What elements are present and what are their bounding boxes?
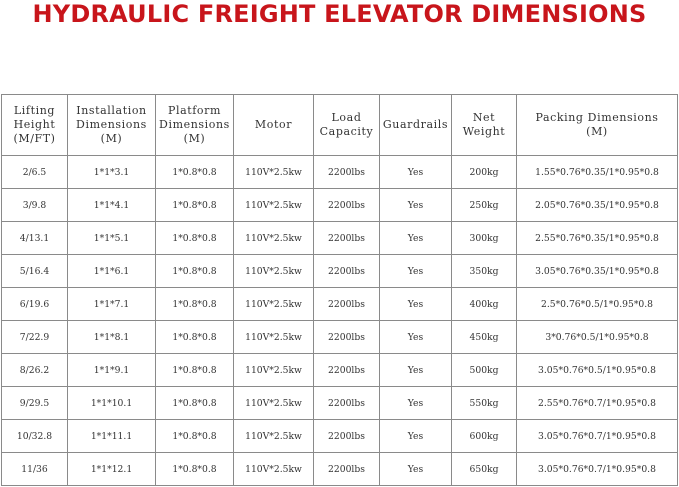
lifting-height-cell: 4/13.1 — [2, 222, 68, 255]
header-text-line: Net — [472, 111, 496, 124]
motor-cell: 110V*2.5kw — [234, 189, 314, 222]
page-title: HYDRAULIC FREIGHT ELEVATOR DIMENSIONS — [32, 0, 647, 28]
packing-dimensions-cell: 3.05*0.76*0.35/1*0.95*0.8 — [517, 255, 678, 288]
platform-dimensions-cell: 1*0.8*0.8 — [156, 321, 234, 354]
header-text-line: Load — [331, 111, 362, 124]
lifting-height-cell: 2/6.5 — [2, 156, 68, 189]
table-row — [2, 387, 678, 420]
installation-dimensions-cell: 1*1*10.1 — [68, 387, 156, 420]
platform-dimensions-cell: 1*0.8*0.8 — [156, 156, 234, 189]
platform-dimensions-cell: 1*0.8*0.8 — [156, 453, 234, 486]
guardrails-cell: Yes — [380, 321, 452, 354]
guardrails-cell: Yes — [380, 156, 452, 189]
lifting-height-cell: 6/19.6 — [2, 288, 68, 321]
installation-dimensions-cell: 1*1*3.1 — [68, 156, 156, 189]
net-weight-cell: 450kg — [452, 321, 517, 354]
packing-dimensions-cell: 3.05*0.76*0.5/1*0.95*0.8 — [517, 354, 678, 387]
installation-dimensions-cell: 1*1*4.1 — [68, 189, 156, 222]
table-row — [2, 453, 678, 486]
header-text-line: (M) — [586, 125, 608, 138]
net-weight-cell: 500kg — [452, 354, 517, 387]
load-capacity-header — [314, 95, 380, 156]
guardrails-cell: Yes — [380, 255, 452, 288]
packing-dimensions-cell: 2.55*0.76*0.7/1*0.95*0.8 — [517, 387, 678, 420]
lifting-height-cell: 11/36 — [2, 453, 68, 486]
header-text-line: Installation — [76, 104, 147, 117]
packing-dimensions-cell: 2.05*0.76*0.35/1*0.95*0.8 — [517, 189, 678, 222]
guardrails-cell: Yes — [380, 354, 452, 387]
header-text-line: Guardrails — [382, 118, 449, 131]
header-text-line: Lifting — [13, 104, 56, 117]
installation-dimensions-cell: 1*1*6.1 — [68, 255, 156, 288]
packing-dimensions-cell: 3.05*0.76*0.7/1*0.95*0.8 — [517, 420, 678, 453]
packing-dimensions-cell: 1.55*0.76*0.35/1*0.95*0.8 — [517, 156, 678, 189]
net-weight-header — [452, 95, 517, 156]
load-capacity-cell: 2200lbs — [314, 420, 380, 453]
installation-dimensions-cell: 1*1*7.1 — [68, 288, 156, 321]
lifting-height-cell: 5/16.4 — [2, 255, 68, 288]
installation-dimensions-cell: 1*1*5.1 — [68, 222, 156, 255]
installation-dimensions-cell: 1*1*8.1 — [68, 321, 156, 354]
platform-dimensions-cell: 1*0.8*0.8 — [156, 420, 234, 453]
header-text-line: Motor — [254, 118, 293, 131]
table-body — [2, 156, 678, 486]
motor-header — [234, 95, 314, 156]
net-weight-cell: 350kg — [452, 255, 517, 288]
header-text-line: Dimensions — [159, 118, 230, 131]
motor-cell: 110V*2.5kw — [234, 156, 314, 189]
load-capacity-cell: 2200lbs — [314, 156, 380, 189]
header-text-line: Capacity — [319, 125, 374, 138]
guardrails-header — [380, 95, 452, 156]
motor-cell: 110V*2.5kw — [234, 354, 314, 387]
load-capacity-cell: 2200lbs — [314, 387, 380, 420]
packing-dimensions-cell: 2.55*0.76*0.35/1*0.95*0.8 — [517, 222, 678, 255]
net-weight-cell: 200kg — [452, 156, 517, 189]
lifting-height-cell: 8/26.2 — [2, 354, 68, 387]
platform-dimensions-cell: 1*0.8*0.8 — [156, 288, 234, 321]
lifting-height-header — [2, 95, 68, 156]
net-weight-cell: 600kg — [452, 420, 517, 453]
load-capacity-cell: 2200lbs — [314, 321, 380, 354]
table-row — [2, 354, 678, 387]
header-text-line: Packing Dimensions — [535, 111, 659, 124]
platform-dimensions-cell: 1*0.8*0.8 — [156, 189, 234, 222]
load-capacity-cell: 2200lbs — [314, 189, 380, 222]
guardrails-cell: Yes — [380, 453, 452, 486]
net-weight-cell: 300kg — [452, 222, 517, 255]
header-text-line: Platform — [167, 104, 222, 117]
motor-cell: 110V*2.5kw — [234, 222, 314, 255]
net-weight-cell: 250kg — [452, 189, 517, 222]
packing-dimensions-cell: 3*0.76*0.5/1*0.95*0.8 — [517, 321, 678, 354]
table-row — [2, 156, 678, 189]
lifting-height-cell: 10/32.8 — [2, 420, 68, 453]
table-row — [2, 222, 678, 255]
table-row — [2, 321, 678, 354]
platform-dimensions-cell: 1*0.8*0.8 — [156, 222, 234, 255]
guardrails-cell: Yes — [380, 189, 452, 222]
table-header-row — [2, 95, 678, 156]
motor-cell: 110V*2.5kw — [234, 255, 314, 288]
platform-dimensions-header — [156, 95, 234, 156]
packing-dimensions-cell: 3.05*0.76*0.7/1*0.95*0.8 — [517, 453, 678, 486]
guardrails-cell: Yes — [380, 387, 452, 420]
net-weight-cell: 550kg — [452, 387, 517, 420]
platform-dimensions-cell: 1*0.8*0.8 — [156, 387, 234, 420]
platform-dimensions-cell: 1*0.8*0.8 — [156, 354, 234, 387]
motor-cell: 110V*2.5kw — [234, 387, 314, 420]
table-row — [2, 288, 678, 321]
net-weight-cell: 400kg — [452, 288, 517, 321]
motor-cell: 110V*2.5kw — [234, 420, 314, 453]
platform-dimensions-cell: 1*0.8*0.8 — [156, 255, 234, 288]
load-capacity-cell: 2200lbs — [314, 222, 380, 255]
installation-dimensions-cell: 1*1*12.1 — [68, 453, 156, 486]
guardrails-cell: Yes — [380, 222, 452, 255]
load-capacity-cell: 2200lbs — [314, 354, 380, 387]
guardrails-cell: Yes — [380, 420, 452, 453]
header-text-line: Weight — [462, 125, 506, 138]
motor-cell: 110V*2.5kw — [234, 453, 314, 486]
table-row — [2, 420, 678, 453]
table-row — [2, 189, 678, 222]
packing-dimensions-header — [517, 95, 678, 156]
dimensions-table — [1, 94, 678, 486]
lifting-height-cell: 9/29.5 — [2, 387, 68, 420]
lifting-height-cell: 3/9.8 — [2, 189, 68, 222]
guardrails-cell: Yes — [380, 288, 452, 321]
installation-dimensions-cell: 1*1*9.1 — [68, 354, 156, 387]
header-text-line: (M/FT) — [13, 132, 56, 145]
installation-dimensions-header — [68, 95, 156, 156]
motor-cell: 110V*2.5kw — [234, 321, 314, 354]
motor-cell: 110V*2.5kw — [234, 288, 314, 321]
header-text-line: Dimensions — [76, 118, 147, 131]
net-weight-cell: 650kg — [452, 453, 517, 486]
header-text-line: Height — [13, 118, 56, 131]
load-capacity-cell: 2200lbs — [314, 288, 380, 321]
packing-dimensions-cell: 2.5*0.76*0.5/1*0.95*0.8 — [517, 288, 678, 321]
load-capacity-cell: 2200lbs — [314, 453, 380, 486]
lifting-height-cell: 7/22.9 — [2, 321, 68, 354]
table-row — [2, 255, 678, 288]
installation-dimensions-cell: 1*1*11.1 — [68, 420, 156, 453]
header-text-line: (M) — [183, 132, 206, 145]
header-text-line: (M) — [100, 132, 123, 145]
load-capacity-cell: 2200lbs — [314, 255, 380, 288]
